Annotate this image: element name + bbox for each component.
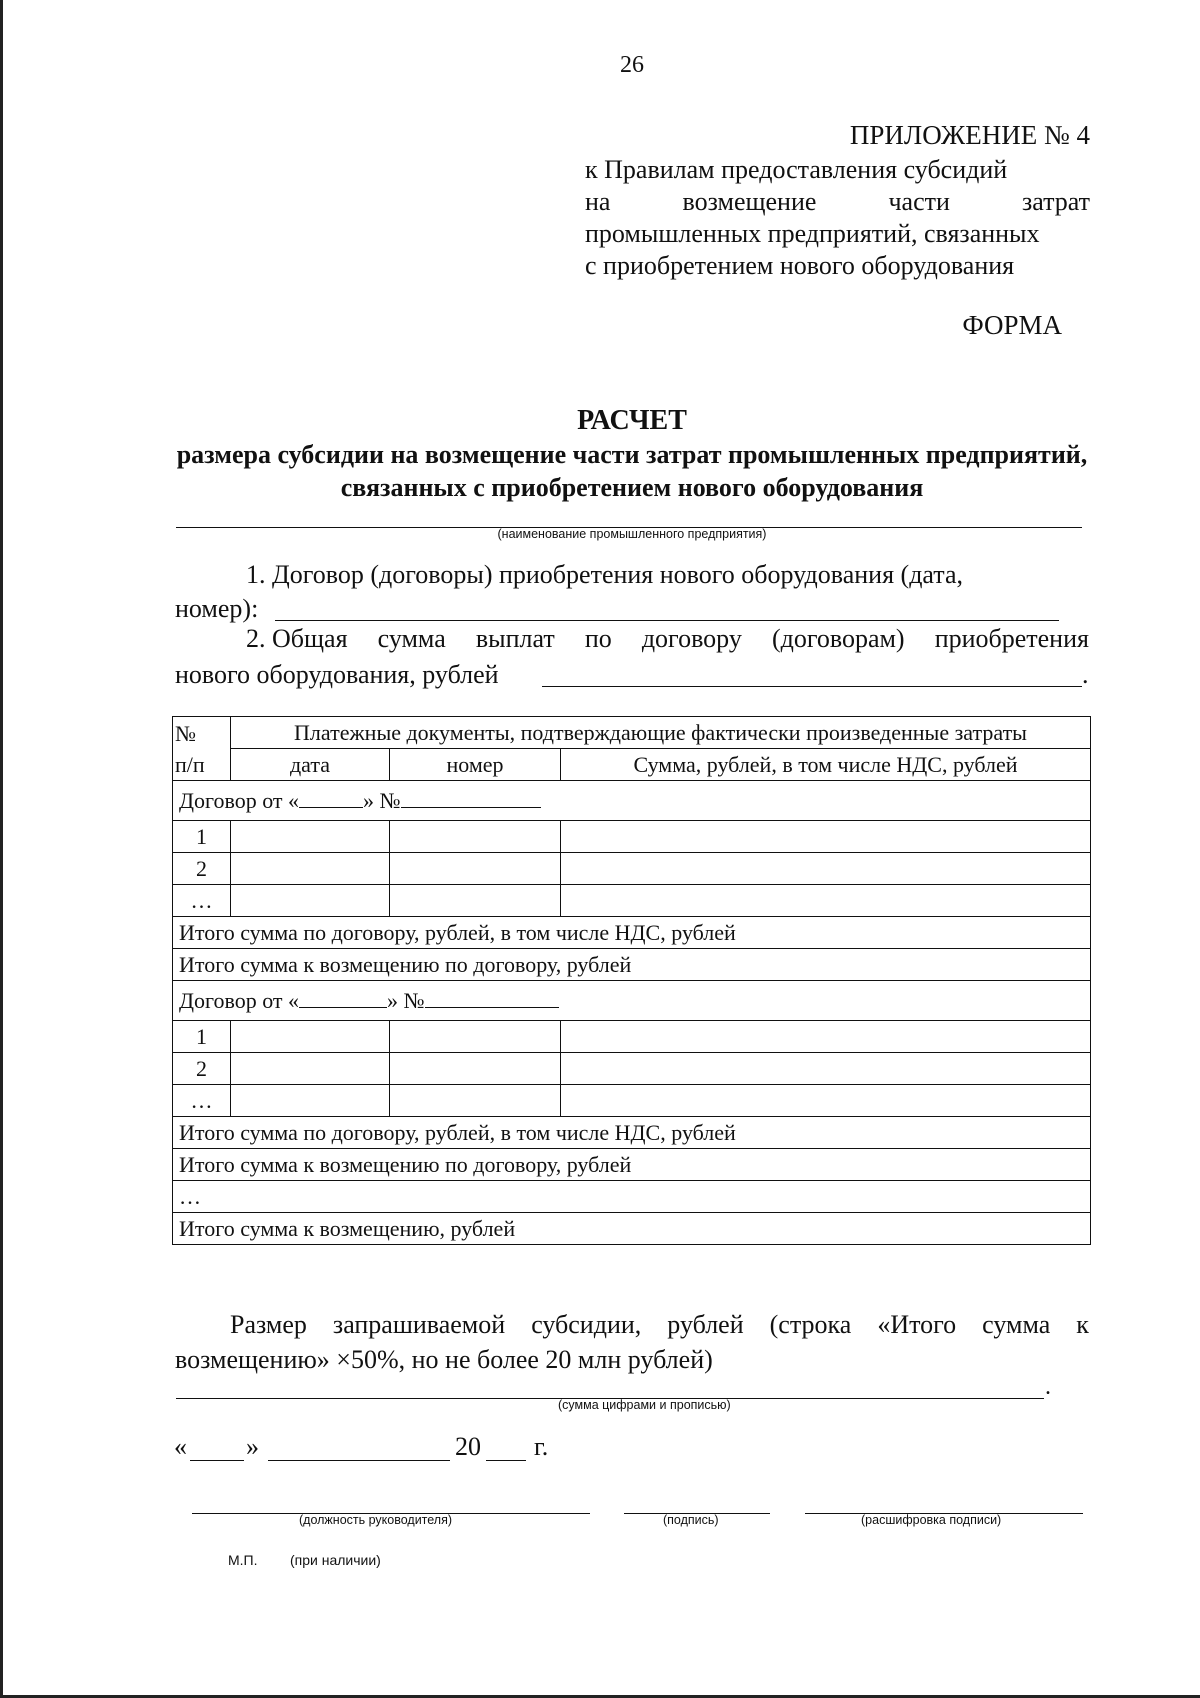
appendix-line-1-text: к Правилам предоставления субсидий <box>585 155 1008 184</box>
position-caption: (должность руководителя) <box>299 1513 453 1527</box>
item2-line1 <box>246 624 1089 654</box>
subsidy-word: сумма <box>982 1310 1051 1339</box>
subsidy-word: субсидии, <box>531 1310 642 1339</box>
col-date-header: дата <box>231 749 390 781</box>
page-number: 26 <box>620 52 644 78</box>
item2-word: 2. Общая <box>246 624 348 653</box>
sum-cell[interactable] <box>561 1021 1091 1053</box>
sum-cell[interactable] <box>561 1085 1091 1117</box>
col-num-header <box>173 717 231 781</box>
item2-word: договору <box>641 624 742 653</box>
date-year-suffix: г. <box>534 1432 549 1461</box>
contract-1-no: » № <box>363 788 401 813</box>
table-row <box>173 821 1091 853</box>
appendix-word: на <box>585 187 611 216</box>
appendix-line-1 <box>585 154 1090 186</box>
appendix-line-4: с приобретением нового оборудования <box>585 251 1015 280</box>
ellipsis-cell: … <box>173 1181 1091 1213</box>
total-contract-label: Итого сумма по договору, рублей, в том числе НДС, рублей <box>173 1117 1091 1149</box>
subsidy-line2: возмещению» ×50%, но не более 20 млн рублей) <box>175 1345 713 1374</box>
col-number-header: номер <box>390 749 561 781</box>
total-reimb-contract-row <box>173 1149 1091 1181</box>
appendix-line-3: промышленных предприятий, связанных <box>585 219 1040 248</box>
table-subheader-row <box>173 749 1091 781</box>
number-cell[interactable] <box>390 853 561 885</box>
number-cell[interactable] <box>390 885 561 917</box>
col-sum-header: Сумма, рублей, в том числе НДС, рублей <box>561 749 1091 781</box>
row-number: 2 <box>173 1053 231 1085</box>
sum-caption: (сумма цифрами и прописью) <box>558 1398 731 1412</box>
contract-1-label <box>173 781 1091 821</box>
grand-total-label: Итого сумма к возмещению, рублей <box>173 1213 1091 1245</box>
form-label: ФОРМА <box>962 310 1062 340</box>
row-number: … <box>173 885 231 917</box>
date-day-field[interactable] <box>190 1460 244 1461</box>
date-cell[interactable] <box>231 853 390 885</box>
appendix-line-2 <box>585 186 1090 218</box>
number-cell[interactable] <box>390 1053 561 1085</box>
contract-row <box>173 781 1091 821</box>
row-number: … <box>173 1085 231 1117</box>
contract-1-day-field[interactable] <box>299 787 363 808</box>
item2-word: по <box>584 624 612 653</box>
contract-2-day-field[interactable] <box>299 987 387 1008</box>
date-cell[interactable] <box>231 1021 390 1053</box>
stamp-note: (при наличии) <box>290 1552 381 1568</box>
contract-2-number-field[interactable] <box>425 987 559 1008</box>
item1-line1: 1. Договор (договоры) приобретения нового оборудования (дата, <box>246 560 964 589</box>
sum-cell[interactable] <box>561 885 1091 917</box>
number-cell[interactable] <box>390 821 561 853</box>
row-number: 1 <box>173 821 231 853</box>
item2-word: сумма <box>377 624 446 653</box>
total-reimb-contract-row <box>173 949 1091 981</box>
subsidy-end: . <box>1045 1374 1051 1400</box>
item2-end: . <box>1082 660 1089 689</box>
page-border-left <box>0 0 3 1698</box>
contract-2-label <box>173 981 1091 1021</box>
stamp-mp: М.П. <box>228 1552 258 1568</box>
contract-2-no: » № <box>387 988 425 1013</box>
table-row <box>173 853 1091 885</box>
subsidy-word: рублей <box>667 1310 744 1339</box>
total-contract-label: Итого сумма по договору, рублей, в том числе НДС, рублей <box>173 917 1091 949</box>
item1-line2: номер): <box>175 594 259 623</box>
appendix-reference <box>585 154 1090 282</box>
grand-total-row <box>173 1213 1091 1245</box>
item2-line2: нового оборудования, рублей <box>175 660 499 689</box>
col-num-header-1: № <box>175 720 196 746</box>
date-open-quote: « <box>174 1432 187 1461</box>
table-row <box>173 1021 1091 1053</box>
contract-1-from: Договор от « <box>179 788 300 813</box>
document-subtitle: размера субсидии на возмещение части затрат промышленных предприятий, связанных с приобретением нового оборудования <box>176 440 1088 502</box>
subsidy-line1 <box>230 1310 1089 1340</box>
contract-2-from: Договор от « <box>179 988 300 1013</box>
sum-cell[interactable] <box>561 821 1091 853</box>
item2-word: выплат <box>475 624 555 653</box>
col-num-header-2: п/п <box>175 751 205 777</box>
contract-date-number-field[interactable] <box>275 620 1059 621</box>
appendix-word: затрат <box>1021 187 1090 216</box>
row-number: 2 <box>173 853 231 885</box>
contract-1-number-field[interactable] <box>401 787 541 808</box>
enterprise-caption: (наименование промышленного предприятия) <box>497 527 767 541</box>
ellipsis-row <box>173 1181 1091 1213</box>
document-title: РАСЧЕТ <box>577 405 687 436</box>
signature-caption: (подпись) <box>663 1513 719 1527</box>
number-cell[interactable] <box>390 1021 561 1053</box>
date-cell[interactable] <box>231 821 390 853</box>
group-header: Платежные документы, подтверждающие фактически произведенные затраты <box>231 717 1091 749</box>
item2-word: приобретения <box>934 624 1089 653</box>
subsidy-word: запрашиваемой <box>332 1310 506 1339</box>
subsidy-word: (строка <box>769 1310 852 1339</box>
contract-row <box>173 981 1091 1021</box>
date-cell[interactable] <box>231 1053 390 1085</box>
total-contract-row <box>173 917 1091 949</box>
date-year-prefix: 20 <box>455 1432 481 1461</box>
table-row <box>173 885 1091 917</box>
date-month-field[interactable] <box>268 1460 450 1461</box>
appendix-word: возмещение <box>682 187 817 216</box>
date-close-quote: » <box>246 1432 259 1461</box>
row-number: 1 <box>173 1021 231 1053</box>
total-reimb-contract-label: Итого сумма к возмещению по договору, рублей <box>173 1149 1091 1181</box>
table-row <box>173 1053 1091 1085</box>
sum-cell[interactable] <box>561 1053 1091 1085</box>
subsidy-word: Размер <box>230 1310 307 1339</box>
total-contract-row <box>173 1117 1091 1149</box>
table-header-row <box>173 717 1091 749</box>
table-row <box>173 1085 1091 1117</box>
date-cell[interactable] <box>231 1085 390 1117</box>
appendix-title: ПРИЛОЖЕНИЕ № 4 <box>849 120 1090 150</box>
number-cell[interactable] <box>390 1085 561 1117</box>
date-cell[interactable] <box>231 885 390 917</box>
sum-cell[interactable] <box>561 853 1091 885</box>
date-year-field[interactable] <box>486 1460 526 1461</box>
total-reimb-contract-label: Итого сумма к возмещению по договору, рублей <box>173 949 1091 981</box>
total-payments-field[interactable] <box>542 686 1082 687</box>
item2-word: (договорам) <box>771 624 905 653</box>
subsidy-word: к <box>1076 1310 1089 1339</box>
appendix-word: части <box>888 187 950 216</box>
signature-decoding-caption: (расшифровка подписи) <box>861 1513 1002 1527</box>
subsidy-word: «Итого <box>877 1310 957 1339</box>
payments-table <box>172 716 1091 1245</box>
